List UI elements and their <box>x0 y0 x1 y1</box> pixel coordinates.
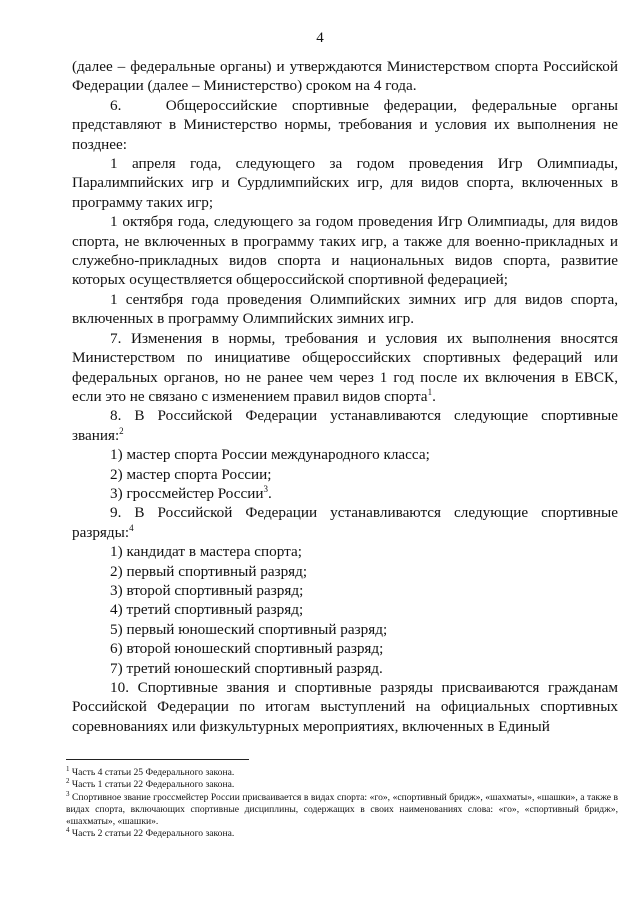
list-item: 1) кандидат в мастера спорта; <box>110 543 302 561</box>
footnotes <box>66 764 618 841</box>
paragraph: 1 сентября года проведения Олимпийских зимних игр для видов спорта, включенных в программу Олимпийских зимних игр. <box>72 290 618 328</box>
footnote: $^1$ Часть 4 статьи 25 Федерального закона. <box>66 764 235 778</box>
footnote-ref: 1 <box>427 386 433 397</box>
footnote: $^2$ Часть 1 статьи 22 Федерального закона. <box>66 777 235 791</box>
footnote-divider <box>66 759 249 760</box>
list-item: 1) мастер спорта России международного класса; <box>110 446 430 464</box>
footnote-ref: 3 <box>263 483 268 494</box>
list-item: 7) третий юношеский спортивный разряд. <box>110 659 383 677</box>
list-item: 3) гроссмейстер России$^3$. <box>110 483 272 502</box>
paragraph-8: 8. В Российской Федерации устанавливаются следующие спортивные звания:$^2$ <box>72 407 618 444</box>
footnote-ref: 4 <box>129 522 134 533</box>
footnote: $^3$ Спортивное звание гроссмейстер России присваивается в видах спорта: «го», «спортивный бридж», «шахматы», «шашки», а также в видах спорта, включающих спортивные дисциплины, содержащих в своих наименованиях слова: «го», «спортивный бридж», «шахматы», «шашки». <box>66 789 618 828</box>
paragraph: (далее – федеральные органы) и утверждаются Министерством спорта Российской Федерации (далее – Министерство) сроком на 4 года. <box>72 58 618 95</box>
list-item: 2) мастер спорта России; <box>110 465 272 483</box>
paragraph: 1 апреля года, следующего за годом проведения Игр Олимпиады, Паралимпийских игр и Сурдлимпийских игр, для видов спорта, включенных в программу таких игр; <box>72 155 618 211</box>
list-item: 6) второй юношеский спортивный разряд; <box>110 640 384 658</box>
footnote-ref: 2 <box>119 425 124 436</box>
paragraph-10: 10. Спортивные звания и спортивные разряды присваиваются гражданам Российской Федерации по итогам выступлений на официальных спортивных соревнованиях или физкультурных мероприятиях, включенных в Единый <box>72 679 618 735</box>
body-text <box>72 57 618 736</box>
list-item: 5) первый юношеский спортивный разряд; <box>110 620 388 638</box>
list-item: 2) первый спортивный разряд; <box>110 562 308 580</box>
list-item: 4) третий спортивный разряд; <box>110 601 304 619</box>
paragraph-7: 7. Изменения в нормы, требования и условия их выполнения вносятся Министерством по инициативе общероссийских спортивных федераций или федеральных органов, но не ранее чем через 1 год после их включения в ЕВСК, если это не связано с изменением правил видов спорта$^1$. <box>72 329 618 405</box>
list-item: 3) второй спортивный разряд; <box>110 581 304 599</box>
paragraph-9: 9. В Российской Федерации устанавливаются следующие спортивные разряды:$^4$ <box>72 504 618 541</box>
paragraph: 1 октября года, следующего за годом проведения Игр Олимпиады, для видов спорта, не включенных в программу таких игр, а также для военно-прикладных и служебно-прикладных видов спорта и национальных видов спорта, развитие которых осуществляется общероссийской спортивной федерацией; <box>72 213 618 289</box>
footnote: $^4$ Часть 2 статьи 22 Федерального закона. <box>66 826 235 840</box>
paragraph-6: 6. Общероссийские спортивные федерации, федеральные органы представляют в Министерство нормы, требования и условия их выполнения не позднее: <box>72 96 618 153</box>
page-number: 4 <box>316 30 324 46</box>
